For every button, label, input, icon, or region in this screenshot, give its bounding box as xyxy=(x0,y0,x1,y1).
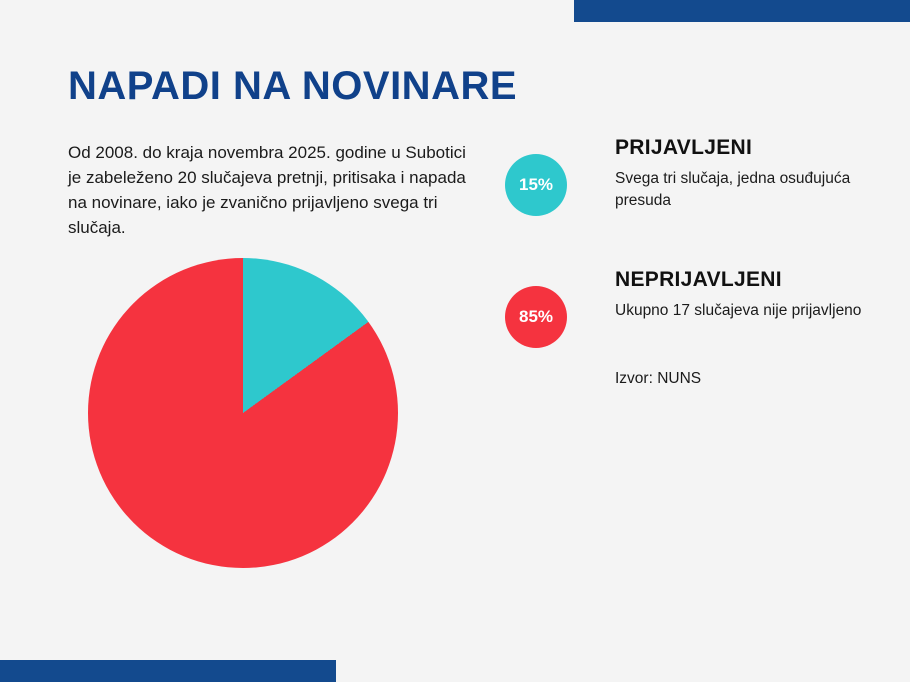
legend-item-prijavljeni xyxy=(505,136,895,226)
legend-badge-percent: 85% xyxy=(505,286,567,348)
legend-title: PRIJAVLJENI xyxy=(615,136,753,159)
bottom-left-accent-bar xyxy=(0,660,336,682)
intro-paragraph: Od 2008. do kraja novembra 2025. godine u Subotici je zabeleženo 20 slučajeva pretnji, pritisaka i napada na novinare, iako je zvanično prijavljeno svega tri slučaja. xyxy=(68,143,466,237)
chart-legend xyxy=(505,136,895,358)
pie-slices xyxy=(88,258,398,568)
legend-description: Svega tri slučaja, jedna osuđujuća presuda xyxy=(615,170,851,209)
legend-text-block xyxy=(615,268,895,322)
legend-title: NEPRIJAVLJENI xyxy=(615,268,782,291)
legend-text-block xyxy=(615,136,895,212)
source-note: Izvor: NUNS xyxy=(615,370,702,387)
page-title: NAPADI NA NOVINARE xyxy=(68,64,518,108)
legend-item-neprijavljeni xyxy=(505,268,895,358)
pie-chart xyxy=(88,258,398,568)
top-right-accent-bar xyxy=(574,0,910,22)
legend-badge-percent: 15% xyxy=(505,154,567,216)
legend-description: Ukupno 17 slučajeva nije prijavljeno xyxy=(615,302,862,319)
